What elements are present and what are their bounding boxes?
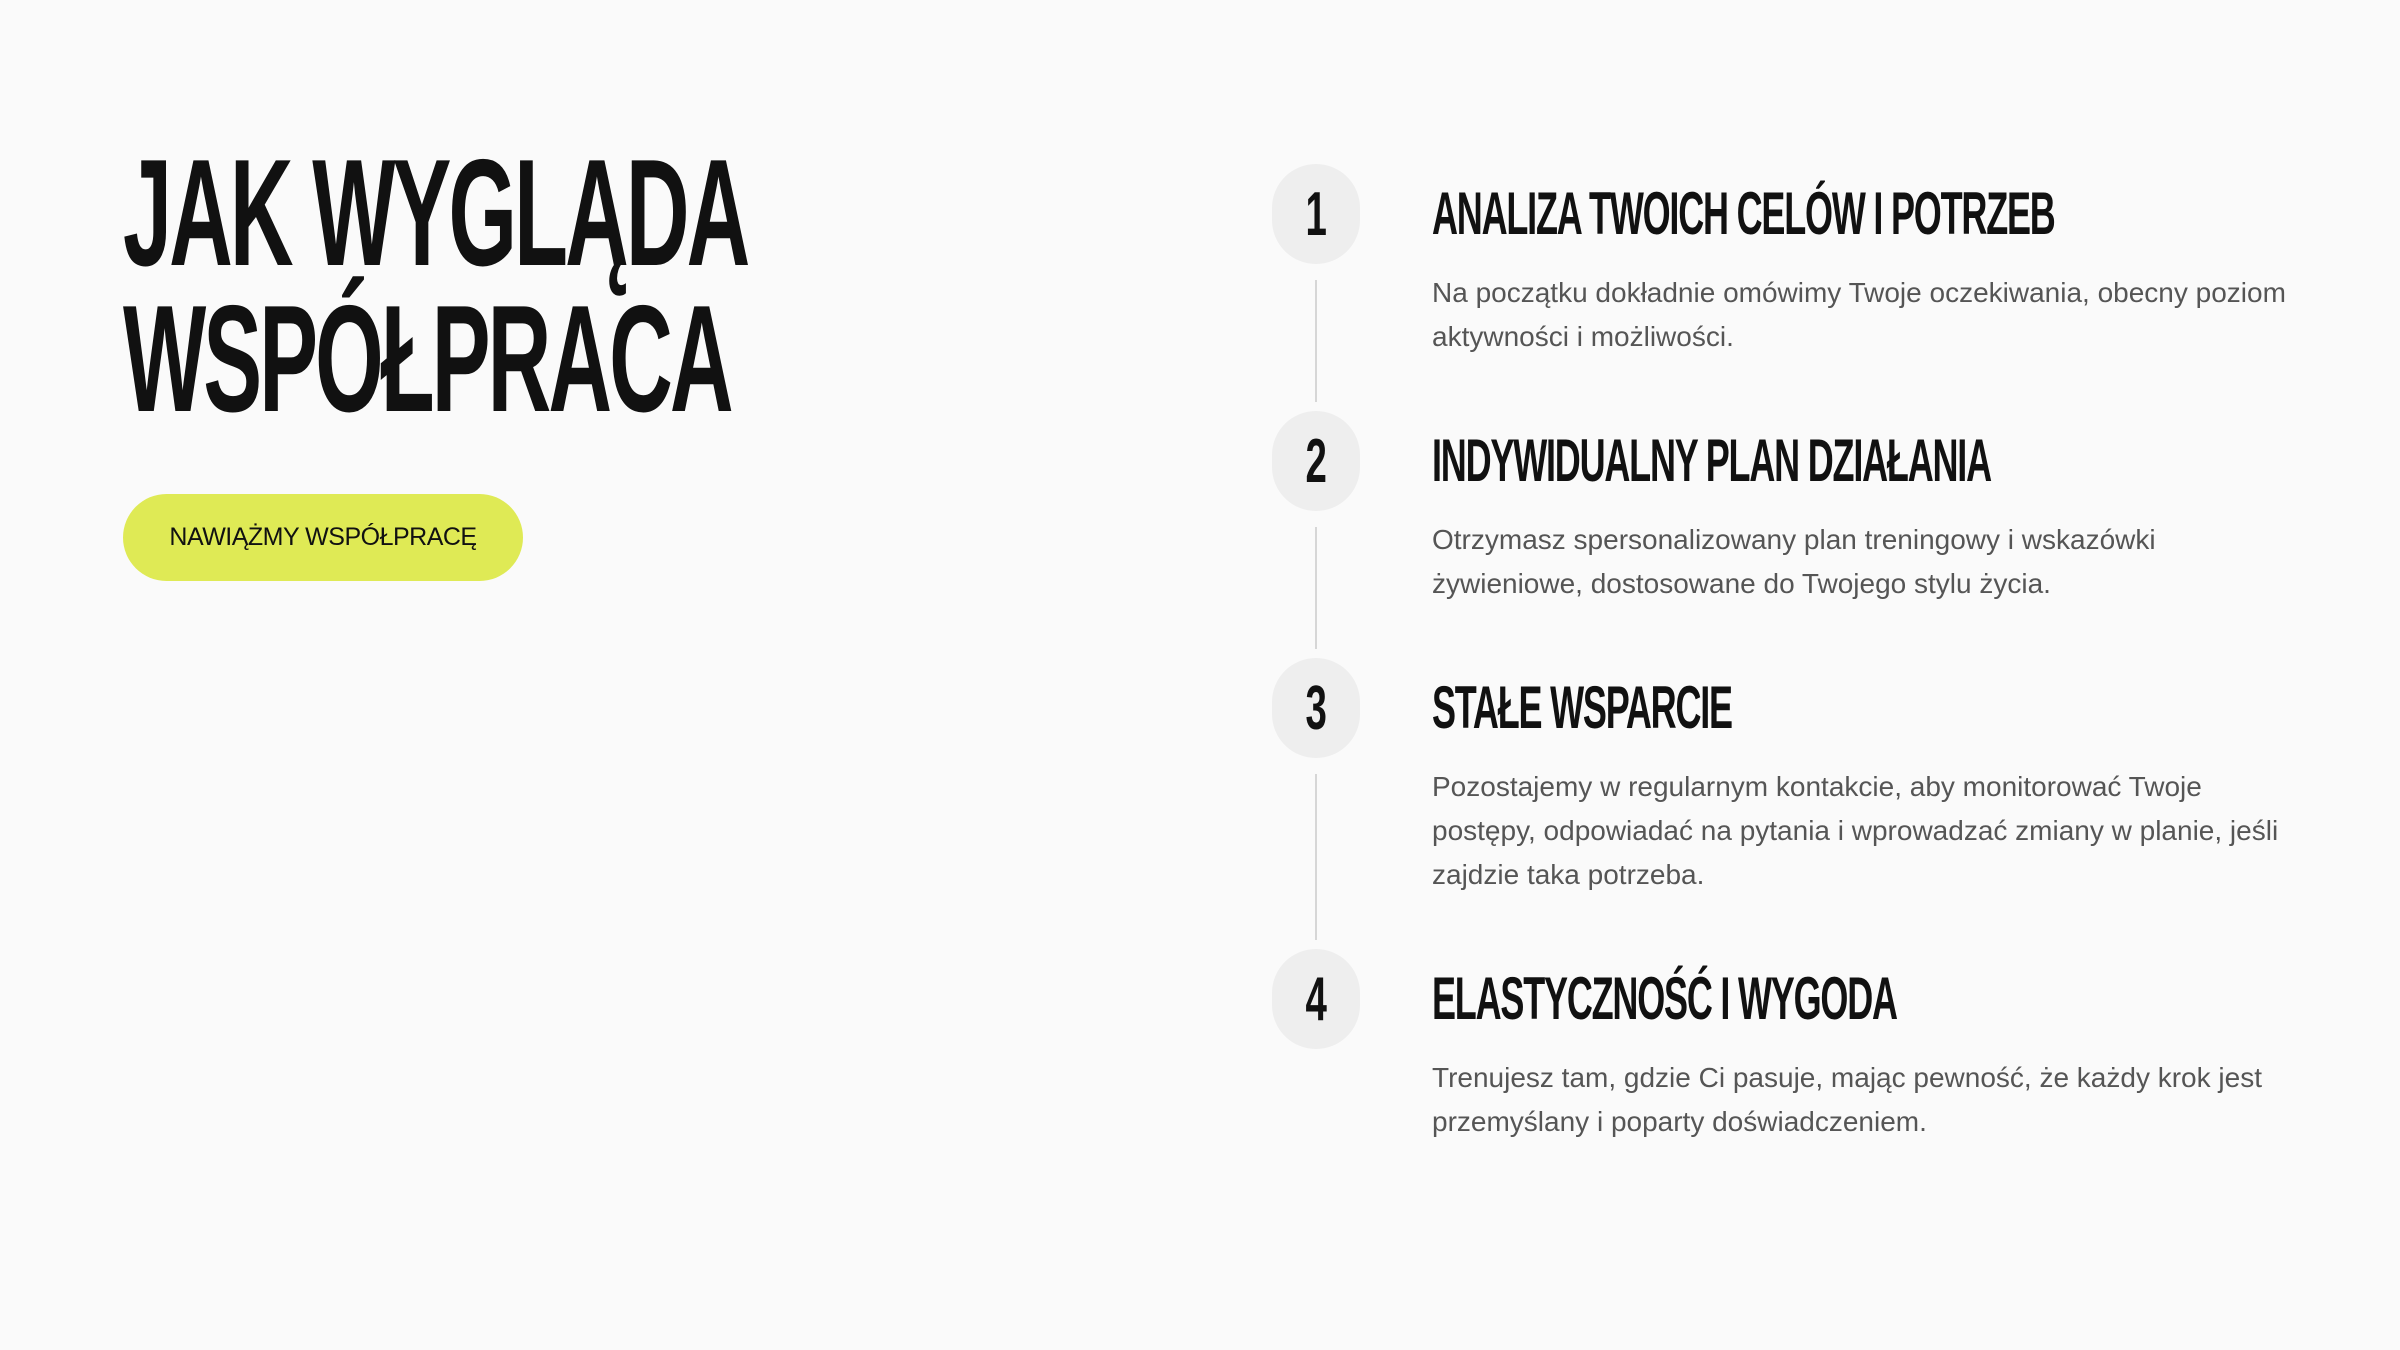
page-title-line-1: JAK WYGLĄDA — [123, 128, 748, 298]
step-number-badge — [1272, 658, 1360, 758]
step-description: Otrzymasz spersonalizowany plan treningowy i wskazówki żywieniowe, dostosowane do Twojego stylu życia. — [1432, 524, 2156, 599]
page-title-line-2: WSPÓŁPRACA — [123, 274, 731, 444]
step-number: 4 — [1305, 964, 1327, 1034]
step-title: ELASTYCZNOŚĆ I WYGODA — [1432, 965, 1897, 1032]
step-number-badge — [1272, 949, 1360, 1049]
step-number-badge — [1272, 164, 1360, 264]
step-number-badge — [1272, 411, 1360, 511]
page-title — [123, 128, 748, 444]
step-connector-line — [1315, 527, 1317, 649]
step-number: 3 — [1305, 673, 1327, 743]
step-number: 2 — [1305, 426, 1327, 496]
step-title: ANALIZA TWOICH CELÓW I POTRZEB — [1432, 180, 2055, 247]
step-title: STAŁE WSPARCIE — [1432, 674, 1732, 741]
step-connector-line — [1315, 280, 1317, 402]
hero-section — [123, 128, 1023, 444]
step-number: 1 — [1305, 179, 1327, 249]
step-title: INDYWIDUALNY PLAN DZIAŁANIA — [1432, 427, 1991, 494]
step-description: Na początku dokładnie omówimy Twoje oczekiwania, obecny poziom aktywności i możliwości. — [1432, 277, 2286, 352]
step-connector-line — [1315, 774, 1317, 940]
step-description: Trenujesz tam, gdzie Ci pasuje, mając pewność, że każdy krok jest przemyślany i poparty doświadczeniem. — [1432, 1062, 2262, 1137]
contact-button[interactable]: NAWIĄŻMY WSPÓŁPRACĘ — [123, 494, 523, 581]
step-description: Pozostajemy w regularnym kontakcie, aby monitorować Twoje postępy, odpowiadać na pytania i wprowadzać zmiany w planie, jeśli zajdzie taka potrzeba. — [1432, 771, 2279, 890]
